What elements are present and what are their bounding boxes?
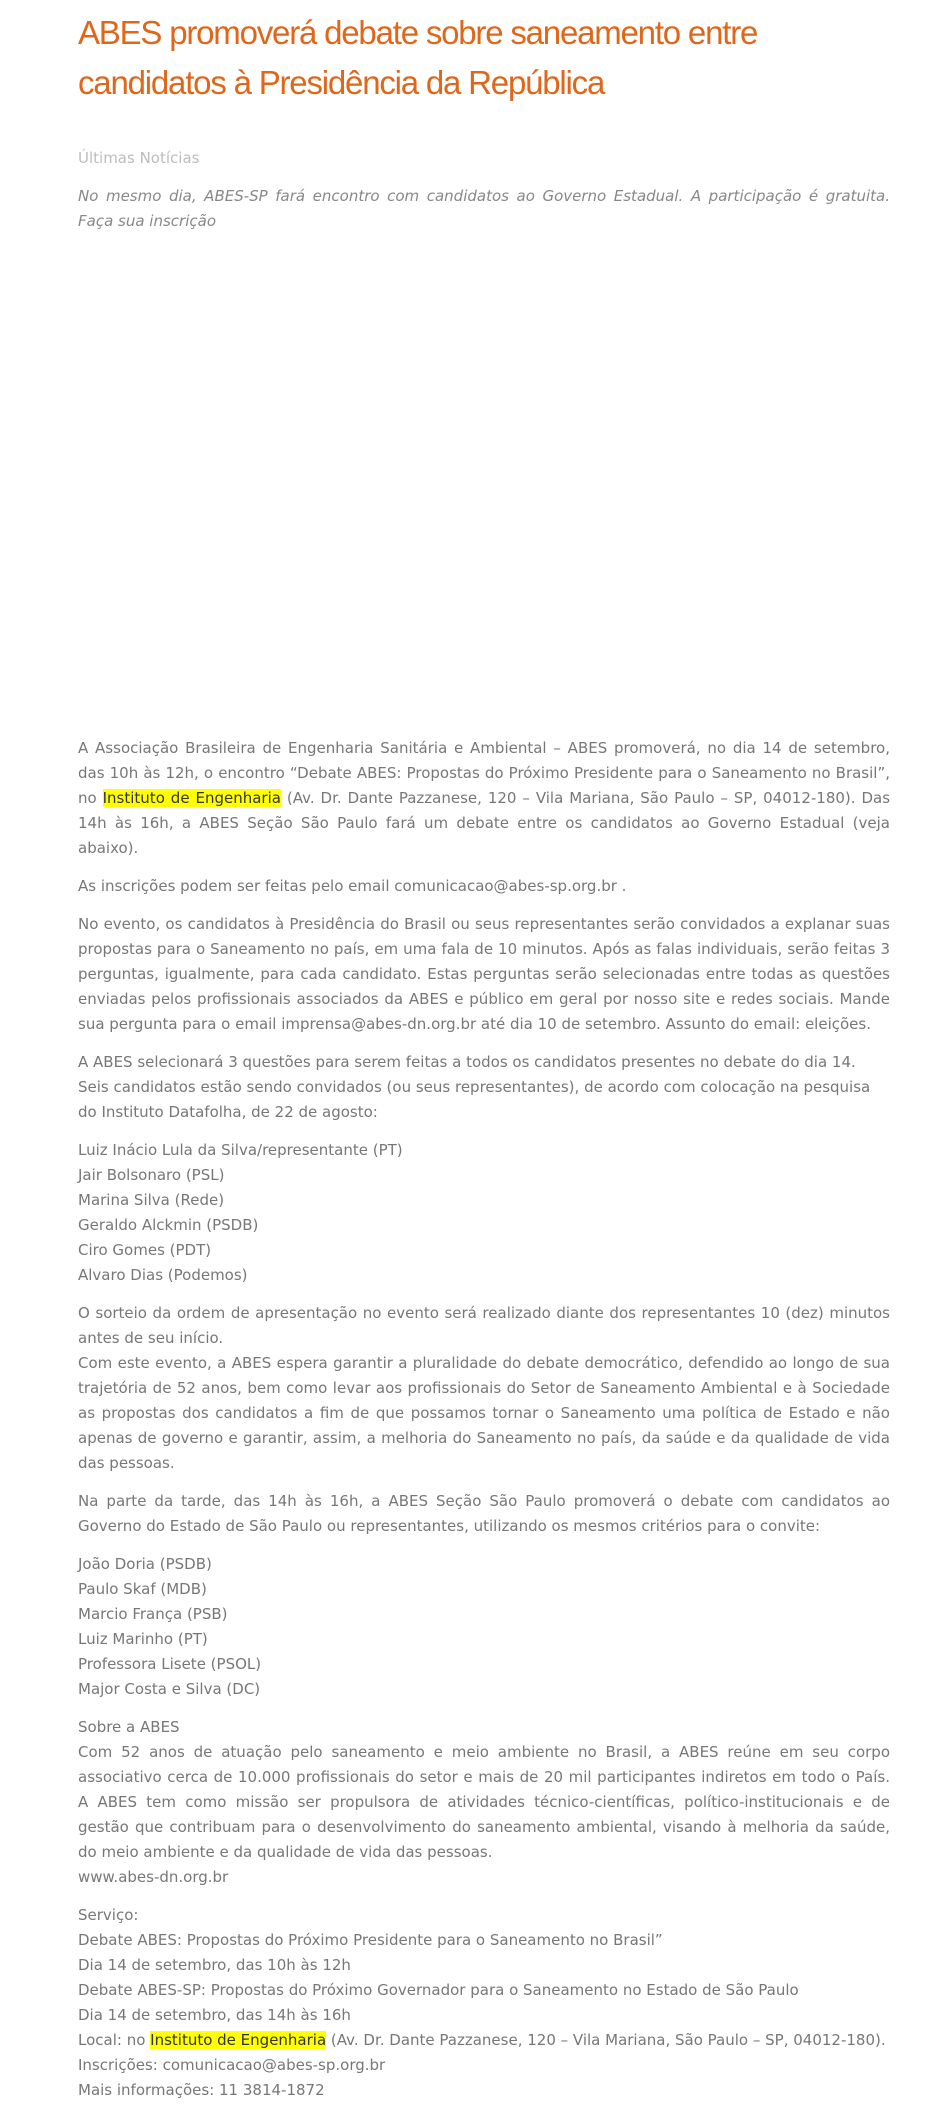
registration-paragraph: As inscrições podem ser feitas pelo email comunicacao@abes-sp.org.br . <box>78 877 627 895</box>
selection-line: A ABES selecionará 3 questões para serem feitas a todos os candidatos presentes no debate do dia 14. <box>78 1053 856 1071</box>
list-item: Paulo Skaf (MDB) <box>78 1580 207 1598</box>
service-more-info: Mais informações: 11 3814-1872 <box>78 2081 325 2099</box>
about-text: Com 52 anos de atuação pelo saneamento e meio ambiente no Brasil, a ABES reúne em seu corpo associativo cerca de 10.000 profissionais do setor e mais de 20 mil participantes indiretos em todo o País. A ABES tem como missão ser propulsora de atividades técnico-científicas, político-institucionais e de gestão que contribuam para o desenvolvimento do saneamento ambiental, visando à melhoria da saúde, do meio ambiente e da qualidade de vida das pessoas. <box>78 1743 890 1861</box>
selection-paragraph <box>78 1050 890 1125</box>
service-heading: Serviço: <box>78 1906 139 1924</box>
list-item: Professora Lisete (PSOL) <box>78 1655 262 1673</box>
location-address: (Av. Dr. Dante Pazzanese, 120 – Vila Mariana, São Paulo – SP, 04012-180). <box>326 2031 886 2049</box>
location-prefix: Local: no <box>78 2031 151 2049</box>
article-title: ABES promoverá debate sobre saneamento entre candidatos à Presidência da República <box>78 14 758 101</box>
draw-line: O sorteio da ordem de apresentação no evento será realizado diante dos representantes 10 (dez) minutos antes de seu início. <box>78 1304 890 1347</box>
list-item: Marina Silva (Rede) <box>78 1191 225 1209</box>
service-event-2: Debate ABES-SP: Propostas do Próximo Governador para o Saneamento no Estado de São Paulo <box>78 1981 799 1999</box>
about-site-link[interactable]: www.abes-dn.org.br <box>78 1868 229 1886</box>
article-lead: No mesmo dia, ABES-SP fará encontro com candidatos ao Governo Estadual. A participação é gratuita. Faça sua inscrição <box>78 187 890 230</box>
service-location <box>78 2028 890 2053</box>
list-item: Ciro Gomes (PDT) <box>78 1241 212 1259</box>
service-event-1: Debate ABES: Propostas do Próximo Presidente para o Saneamento no Brasil” <box>78 1931 663 1949</box>
afternoon-debate-paragraph: Na parte da tarde, das 14h às 16h, a ABES Seção São Paulo promoverá o debate com candidatos ao Governo do Estado de São Paulo ou representantes, utilizando os mesmos critérios para o convite: <box>78 1492 890 1535</box>
intro-text-start: A Associação Brasileira de Engenharia Sanitária e Ambiental – ABES promoverá, no dia 14 de setembro, das 10h às 12h, o encontro “Debate ABES: Propostas do Próximo Presidente para o Saneamento no Brasil”, no <box>78 739 890 807</box>
list-item: Luiz Marinho (PT) <box>78 1630 208 1648</box>
service-registration: Inscrições: comunicacao@abes-sp.org.br <box>78 2056 386 2074</box>
about-section <box>78 1715 890 1890</box>
category-link[interactable]: Últimas Notícias <box>78 149 200 167</box>
list-item: Jair Bolsonaro (PSL) <box>78 1166 225 1184</box>
article-body <box>78 736 890 2103</box>
service-time-1: Dia 14 de setembro, das 10h às 12h <box>78 1956 351 1974</box>
venue-highlight: Instituto de Engenharia <box>150 2031 327 2049</box>
embedded-media-area <box>78 234 890 736</box>
intro-paragraph <box>78 736 890 861</box>
list-item: Geraldo Alckmin (PSDB) <box>78 1216 259 1234</box>
list-item: Major Costa e Silva (DC) <box>78 1680 261 1698</box>
list-item: Luiz Inácio Lula da Silva/representante (PT) <box>78 1141 403 1159</box>
list-item: Alvaro Dias (Podemos) <box>78 1266 248 1284</box>
event-format-paragraph: No evento, os candidatos à Presidência do Brasil ou seus representantes serão convidados a explanar suas propostas para o Saneamento no país, em uma fala de 10 minutos. Após as falas individuais, serão feitas 3 perguntas, igualmente, para cada candidato. Estas perguntas serão selecionadas entre todas as questões enviadas pelos profissionais associados da ABES e público em geral por nosso site e redes sociais. Mande sua pergunta para o email imprensa@abes-dn.org.br até dia 10 de setembro. Assunto do email: eleições. <box>78 915 890 1033</box>
intro-text-end: (Av. Dr. Dante Pazzanese, 120 – Vila Mariana, São Paulo – SP, 04012-180). Das 14h às 16h, a ABES Seção São Paulo fará um debate entre os candidatos ao Governo Estadual (veja abaixo). <box>78 789 891 857</box>
about-heading: Sobre a ABES <box>78 1718 180 1736</box>
purpose-line: Com este evento, a ABES espera garantir a pluralidade do debate democrático, defendido ao longo de sua trajetória de 52 anos, bem como levar aos profissionais do Setor de Saneamento Ambiental e à Sociedade as propostas dos candidatos a fim de que possamos tornar o Saneamento uma política de Estado e não apenas de governo e garantir, assim, a melhoria do Saneamento no país, da saúde e da qualidade de vida das pessoas. <box>78 1354 890 1472</box>
draw-and-purpose-paragraph <box>78 1301 890 1476</box>
list-item: Marcio França (PSB) <box>78 1605 228 1623</box>
service-time-2: Dia 14 de setembro, das 14h às 16h <box>78 2006 351 2024</box>
state-candidates-list <box>78 1552 890 1702</box>
article-container <box>78 0 890 2116</box>
venue-highlight: Instituto de Engenharia <box>102 789 281 807</box>
list-item: João Doria (PSDB) <box>78 1555 212 1573</box>
invitation-line: Seis candidatos estão sendo convidados (ou seus representantes), de acordo com colocação na pesquisa do Instituto Datafolha, de 22 de agosto: <box>78 1078 871 1121</box>
service-section <box>78 1903 890 2103</box>
presidential-candidates-list <box>78 1138 890 1288</box>
